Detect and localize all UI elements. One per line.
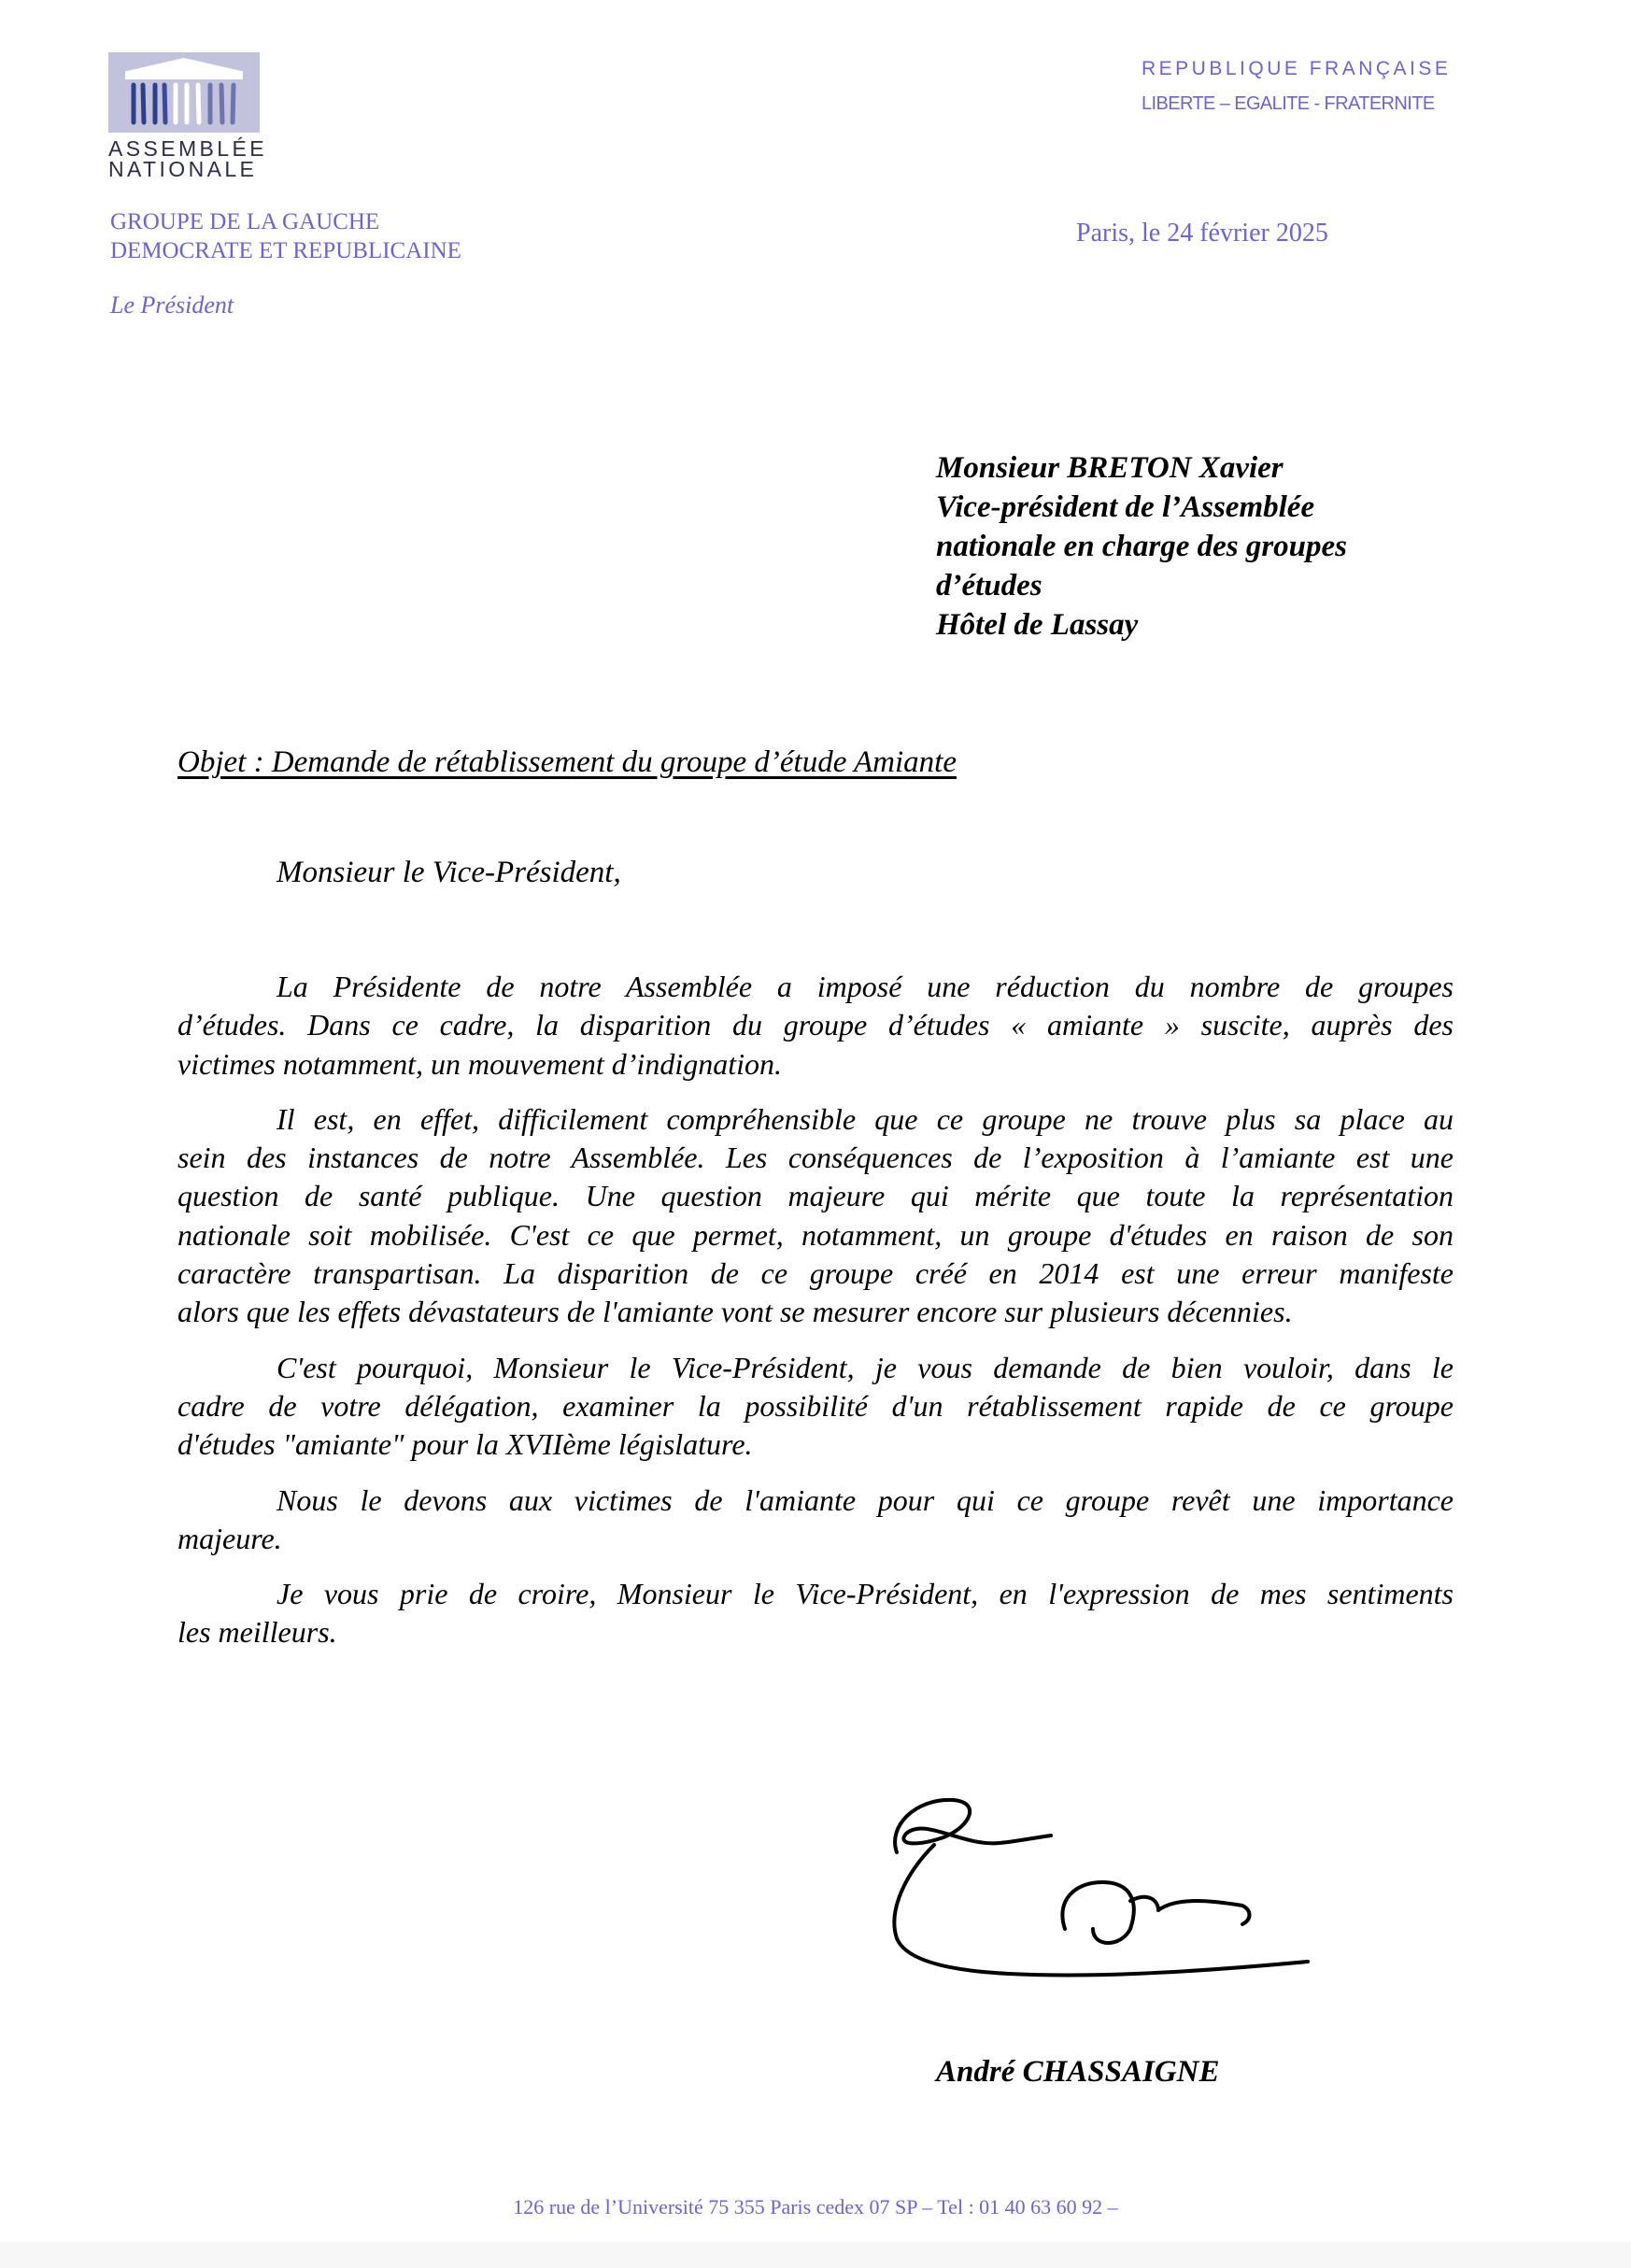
addressee-line: Monsieur BRETON Xavier xyxy=(936,451,1284,485)
body-line: C'est pourquoi, Monsieur le Vice-Président, je vous demande de bien vouloir, dans le xyxy=(277,1350,1454,1384)
salutation: Monsieur le Vice-Président, xyxy=(277,856,621,889)
paragraph xyxy=(177,1100,1454,1332)
national-motto: LIBERTE – EGALITE - FRATERNITE xyxy=(1142,93,1435,114)
body-line: d'études "amiante" pour la XVIIème législature. xyxy=(177,1427,753,1462)
paragraph xyxy=(177,1349,1454,1465)
paragraph xyxy=(177,1575,1454,1652)
paragraph xyxy=(177,968,1454,1084)
body-line: caractère transpartisan. La disparition de ce groupe créé en 2014 est une erreur manifeste xyxy=(177,1256,1454,1291)
republic-heading: REPUBLIQUE FRANÇAISE xyxy=(1142,58,1452,79)
body-line: sein des instances de notre Assemblée. Les conséquences de l’exposition à l’amiante est une xyxy=(177,1141,1454,1175)
group-name-line1: GROUPE DE LA GAUCHE xyxy=(110,209,380,234)
logo-text-line1: ASSEMBLÉE xyxy=(108,136,267,161)
addressee-line: Vice-président de l’Assemblée xyxy=(936,490,1315,524)
body-line: question de santé publique. Une question majeure qui mérite que toute la représentation xyxy=(177,1179,1454,1213)
addressee-line: d’études xyxy=(936,569,1042,602)
body-line: nationale soit mobilisée. C'est ce que permet, notamment, un groupe d'études en raison de son xyxy=(177,1217,1454,1252)
sender-role: Le Président xyxy=(110,291,234,319)
addressee-line: Hôtel de Lassay xyxy=(936,608,1139,642)
body-line: Je vous prie de croire, Monsieur le Vice-Président, en l'expression de mes sentiments xyxy=(277,1577,1454,1611)
page-bottom-edge xyxy=(0,2242,1631,2268)
handwritten-signature xyxy=(878,1789,1317,1990)
body-line: d’études. Dans ce cadre, la disparition du groupe d’études « amiante » suscite, auprès des xyxy=(177,1008,1454,1042)
body-line: les meilleurs. xyxy=(177,1615,337,1650)
letter-body xyxy=(177,968,1454,1669)
body-line: victimes notamment, un mouvement d’indignation. xyxy=(177,1046,782,1081)
assemblee-nationale-logo xyxy=(108,52,267,181)
subject-line: Objet : Demande de rétablissement du groupe d’étude Amiante xyxy=(177,745,957,779)
hemicycle-emblem-icon xyxy=(108,52,260,133)
group-name xyxy=(110,207,461,265)
body-line: Il est, en effet, difficilement compréhensible que ce groupe ne trouve plus sa place au xyxy=(277,1101,1454,1136)
addressee-line: nationale en charge des groupes xyxy=(936,530,1348,563)
body-line: alors que les effets dévastateurs de l'amiante vont se mesurer encore sur plusieurs décennies. xyxy=(177,1295,1293,1329)
body-line: majeure. xyxy=(177,1521,282,1555)
logo-text-line2: NATIONALE xyxy=(108,157,258,181)
body-line: La Présidente de notre Assemblée a imposé une réduction du nombre de groupes xyxy=(277,970,1454,1003)
footer-address: 126 rue de l’Université 75 355 Paris cedex 07 SP – Tel : 01 40 63 60 92 – xyxy=(513,2195,1118,2218)
signatory-name: André CHASSAIGNE xyxy=(936,2055,1220,2089)
addressee-block xyxy=(936,448,1347,645)
body-line: Nous le devons aux victimes de l'amiante pour qui ce groupe revêt une importance xyxy=(277,1482,1454,1517)
group-name-line2: DEMOCRATE ET REPUBLICAINE xyxy=(110,238,461,263)
paragraph xyxy=(177,1481,1454,1559)
body-line: cadre de votre délégation, examiner la possibilité d'un rétablissement rapide de ce groupe xyxy=(177,1388,1454,1423)
letter-date: Paris, le 24 février 2025 xyxy=(1076,219,1328,248)
